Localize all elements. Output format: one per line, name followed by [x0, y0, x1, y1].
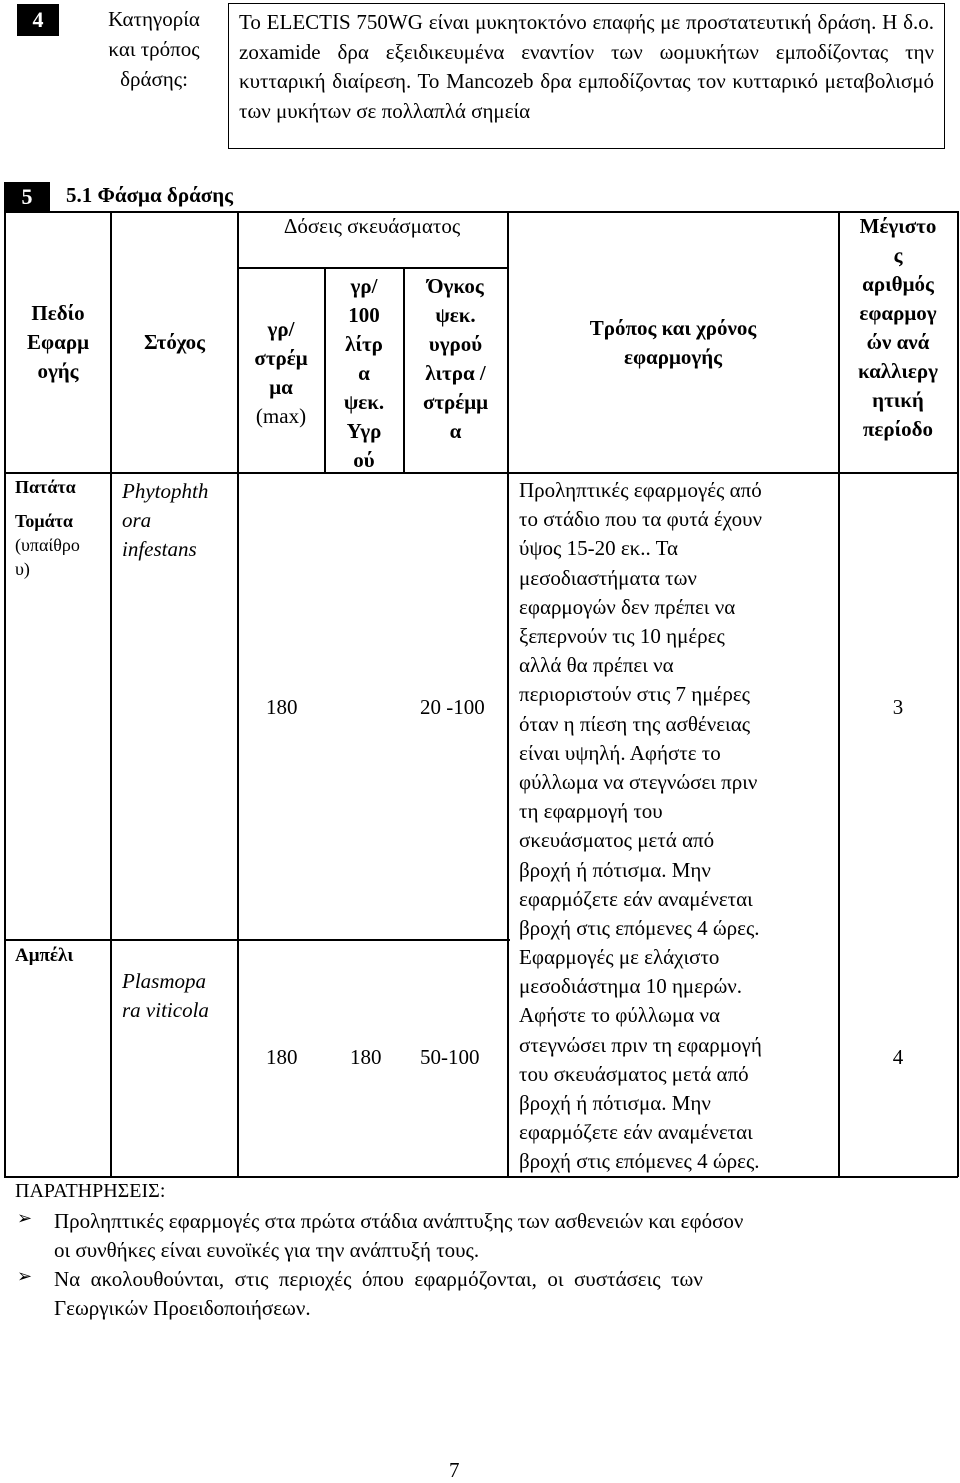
header-text: ψεκ. — [435, 303, 476, 327]
header-text: Στόχος — [143, 330, 206, 354]
method-line: φύλλωμα να στεγνώσει πριν — [519, 770, 758, 795]
target-text: ra viticola — [122, 998, 209, 1022]
crop-note: υ) — [15, 559, 30, 579]
row-dose-stremma: 180 — [266, 1045, 298, 1069]
method-line: το στάδιο που τα φυτά έχουν — [519, 507, 762, 532]
method-line: ύψος 15-20 εκ.. Τα — [519, 536, 679, 561]
header-dose-stremma — [238, 315, 324, 431]
header-text: αριθμός — [862, 272, 934, 296]
header-text: λιτρα / — [425, 361, 486, 385]
header-text: Πεδίο — [31, 301, 85, 325]
method-line: μεσοδιαστήματα των — [519, 565, 697, 590]
header-text: Όγκος — [427, 274, 484, 298]
method-line: του σκευάσματος μετά από — [519, 1061, 749, 1086]
section-5-number: 5 — [4, 182, 50, 212]
header-volume — [404, 272, 507, 446]
crop-name: Αμπέλι — [15, 945, 74, 966]
note-item — [54, 1265, 894, 1323]
table-row-divider — [4, 939, 510, 941]
page-number: 7 — [449, 1458, 460, 1482]
note-line: οι συνθήκες είναι ευνοϊκές για την ανάπτυξή τους. — [54, 1238, 480, 1262]
section-4-number: 4 — [17, 4, 59, 36]
header-text: Δόσεις σκευάσματος — [283, 214, 461, 238]
method-line: βροχή στις επόμενες 4 ώρες. — [519, 1149, 760, 1174]
header-text: α — [449, 419, 462, 443]
header-field — [6, 299, 110, 386]
row-crops — [15, 475, 109, 581]
header-text: μα — [269, 375, 293, 399]
header-text: γρ/ — [350, 274, 378, 298]
row-method — [519, 476, 839, 943]
header-text: ών ανά — [866, 330, 930, 354]
section-4-text-box — [228, 3, 945, 149]
method-line: τη εφαρμογή του — [519, 799, 663, 824]
row-max-apps: 3 — [892, 695, 904, 719]
method-line: στεγνώσει πριν τη εφαρμογή — [519, 1032, 762, 1057]
header-text: Μέγιστο — [859, 214, 937, 238]
note-line: Προληπτικές εφαρμογές στα πρώτα στάδια ανάπτυξης των ασθενειών και εφόσον — [54, 1209, 744, 1233]
section-4-label-line: Κατηγορία — [108, 7, 200, 31]
header-text: περίοδο — [862, 417, 934, 441]
row-target — [122, 477, 208, 564]
target-text: Plasmopa — [122, 969, 206, 993]
method-line: εφαρμόζετε εάν αναμένεται — [519, 886, 753, 911]
row-max-apps: 4 — [892, 1045, 904, 1069]
bullet-arrow-icon: ➢ — [17, 1208, 33, 1228]
header-text: λίτρ — [345, 332, 383, 356]
header-text: Εφαρμ — [27, 330, 89, 354]
note-item — [54, 1207, 934, 1265]
method-line: Εφαρμογές με ελάχιστο — [519, 945, 720, 969]
header-text: καλλιεργ — [858, 359, 938, 383]
crop-note: (υπαίθρο — [15, 535, 80, 555]
header-text: ογής — [37, 359, 79, 383]
header-text: 100 — [348, 303, 380, 327]
header-text: Τρόπος και χρόνος — [589, 316, 757, 340]
method-line: Αφήστε το φύλλωμα να — [519, 1003, 720, 1028]
row-crops — [15, 944, 73, 968]
header-text: εφαρμογής — [623, 345, 723, 369]
row-dose-stremma: 180 — [266, 695, 298, 719]
header-doses — [237, 212, 507, 241]
method-line: βροχή στις επόμενες 4 ώρες. — [519, 916, 760, 941]
method-line: σκευάσματος μετά από — [519, 828, 715, 853]
header-text: ψεκ. — [343, 390, 385, 414]
row-volume: 20 -100 — [420, 695, 485, 719]
row-method — [519, 943, 839, 1177]
method-line: όταν η πίεση της ασθένειας — [519, 711, 751, 736]
method-line: είναι υψηλή. Αφήστε το — [519, 740, 721, 765]
note-line: Να ακολουθούνται, στις περιοχές όπου εφαρμόζονται, οι συστάσεις των — [54, 1267, 703, 1291]
header-text: γρ/ — [267, 317, 295, 341]
header-text: ού — [353, 448, 375, 472]
header-text: στρέμ — [254, 346, 308, 370]
target-text: infestans — [122, 537, 197, 561]
row-volume: 50-100 — [420, 1045, 480, 1069]
row-target — [122, 967, 209, 1025]
method-line: βροχή ή πότισμα. Μην — [519, 857, 711, 882]
method-line: μεσοδιάστημα 10 ημερών. — [519, 974, 743, 999]
header-text: (max) — [255, 404, 307, 428]
method-line: εφαρμόζετε εάν αναμένεται — [519, 1120, 753, 1145]
section-4-label-line: και τρόπος — [108, 37, 200, 61]
table-header-bottom — [4, 472, 958, 474]
header-target — [112, 328, 237, 357]
row-dose-100l: 180 — [350, 1045, 382, 1069]
header-text: α — [358, 361, 370, 385]
section-5-title: 5.1 Φάσμα δράσης — [66, 183, 233, 207]
table-border-right — [957, 211, 959, 1177]
crop-name: Τομάτα — [15, 511, 73, 531]
method-line: περιοριστούν στις 7 ημέρες — [519, 682, 750, 707]
method-line: βροχή ή πότισμα. Μην — [519, 1091, 711, 1116]
target-text: ora — [122, 508, 152, 532]
method-line: αλλά θα πρέπει να — [519, 653, 674, 678]
header-text: στρέμμ — [422, 390, 489, 414]
crop-name: Πατάτα — [15, 477, 76, 497]
method-line: ξεπερνούν τις 10 ημέρες — [519, 624, 725, 649]
section-4-text: Το ELECTIS 750WG είναι μυκητοκτόνο επαφής με προστατευτική δράση. Η δ.ο. zoxamide δρα εξειδικευμένα εναντίον των ωομυκήτων εμποδίζοντας την κυτταρική διαίρεση. Το Mancozeb δρα εμποδίζοντας τον κυτταρικό μεταβολισμό των μυκήτων σε πολλαπλά σημεία — [239, 10, 934, 123]
header-text: ητική — [872, 388, 924, 412]
method-line: Προληπτικές εφαρμογές από — [519, 478, 762, 502]
section-4-label — [84, 4, 224, 94]
header-text: εφαρμογ — [859, 301, 937, 325]
header-dose-100l — [325, 272, 403, 475]
bullet-arrow-icon: ➢ — [17, 1266, 33, 1286]
method-line: εφαρμογών δεν πρέπει να — [519, 594, 736, 619]
header-text: Υγρ — [346, 419, 382, 443]
header-text: υγρού — [428, 332, 483, 356]
section-4-label-line: δράσης: — [120, 67, 188, 91]
notes-title: ΠΑΡΑΤΗΡΗΣΕΙΣ: — [15, 1180, 166, 1202]
header-max-apps — [839, 212, 957, 444]
target-text: Phytophth — [122, 479, 209, 503]
doses-subheader-line — [237, 267, 507, 269]
header-text: ς — [893, 243, 903, 267]
note-line: Γεωργικών Προειδοποιήσεων. — [54, 1296, 311, 1320]
header-method — [508, 314, 838, 372]
